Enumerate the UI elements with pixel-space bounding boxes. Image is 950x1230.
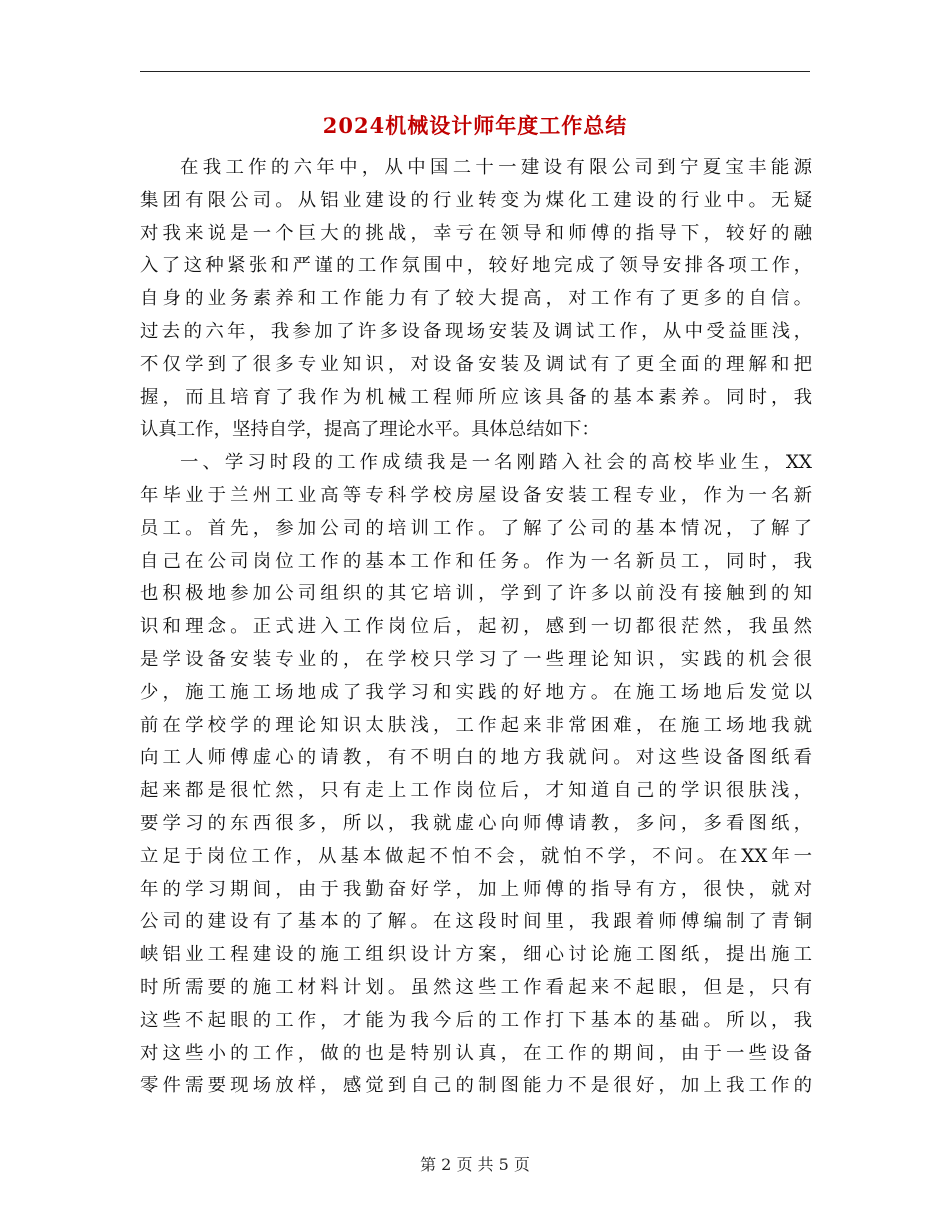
body-line: 自己在公司岗位工作的基本工作和任务。作为一名新员工，同时，我	[140, 550, 812, 572]
body-line: 是学设备安装专业的，在学校只学习了一些理论知识，实践的机会很	[140, 648, 812, 670]
body-line: 握，而且培育了我作为机械工程师所应该具备的基本素养。同时，我	[140, 386, 812, 408]
body-line: 峡铝业工程建设的施工组织设计方案，细心讨论施工图纸，提出施工	[140, 944, 812, 966]
body-line: 公司的建设有了基本的了解。在这段时间里，我跟着师傅编制了青铜	[140, 911, 812, 933]
header-rule	[140, 71, 810, 72]
body-line: 在我工作的六年中，从中国二十一建设有限公司到宁夏宝丰能源	[180, 157, 812, 178]
document-title: 2024机械设计师年度工作总结	[322, 113, 628, 138]
body-line: 不仅学到了很多专业知识，对设备安装及调试有了更全面的理解和把	[140, 353, 812, 375]
body-line: 一、学习时段的工作成绩我是一名刚踏入社会的高校毕业生，XX	[180, 452, 812, 474]
body-line: 也积极地参加公司组织的其它培训，学到了许多以前没有接触到的知	[140, 583, 812, 605]
body-line: 对这些小的工作，做的也是特别认真，在工作的期间，由于一些设备	[140, 1042, 812, 1064]
page-footer: 第 2 页 共 5 页	[420, 1155, 530, 1174]
body-line: 自身的业务素养和工作能力有了较大提高，对工作有了更多的自信。	[140, 288, 812, 310]
body-line: 这些不起眼的工作，才能为我今后的工作打下基本的基础。所以，我	[140, 1009, 812, 1031]
body-line: 对我来说是一个巨大的挑战，幸亏在领导和师傅的指导下，较好的融	[140, 222, 812, 244]
body-line: 年的学习期间，由于我勤奋好学，加上师傅的指导有方，很快，就对	[140, 878, 812, 900]
document-body	[140, 152, 812, 1103]
body-line: 前在学校学的理论知识太肤浅，工作起来非常困难，在施工场地我就	[140, 714, 812, 736]
body-line: 集团有限公司。从铝业建设的行业转变为煤化工建设的行业中。无疑	[140, 189, 812, 211]
body-line: 认真工作，坚持自学，提高了理论水平。具体总结如下：	[140, 419, 600, 441]
body-line: 识和理念。正式进入工作岗位后，起初，感到一切都很茫然，我虽然	[140, 616, 812, 638]
body-line: 少，施工施工场地成了我学习和实践的好地方。在施工场地后发觉以	[140, 681, 812, 703]
body-line: 入了这种紧张和严谨的工作氛围中，较好地完成了领导安排各项工作，	[140, 255, 812, 277]
body-line: 向工人师傅虚心的请教，有不明白的地方我就问。对这些设备图纸看	[140, 747, 812, 769]
body-line: 过去的六年，我参加了许多设备现场安装及调试工作，从中受益匪浅，	[140, 320, 812, 342]
body-line: 员工。首先，参加公司的培训工作。了解了公司的基本情况，了解了	[140, 517, 812, 539]
body-line: 年毕业于兰州工业高等专科学校房屋设备安装工程专业，作为一名新	[140, 484, 812, 506]
body-line: 要学习的东西很多，所以，我就虚心向师傅请教，多问，多看图纸，	[140, 812, 812, 834]
body-line: 起来都是很忙然，只有走上工作岗位后，才知道自己的学识很肤浅，	[140, 780, 812, 802]
body-line: 零件需要现场放样，感觉到自己的制图能力不是很好，加上我工作的	[140, 1075, 812, 1097]
body-line: 立足于岗位工作，从基本做起不怕不会，就怕不学，不问。在XX年一	[140, 845, 812, 867]
body-line: 时所需要的施工材料计划。虽然这些工作看起来不起眼，但是，只有	[140, 976, 812, 998]
